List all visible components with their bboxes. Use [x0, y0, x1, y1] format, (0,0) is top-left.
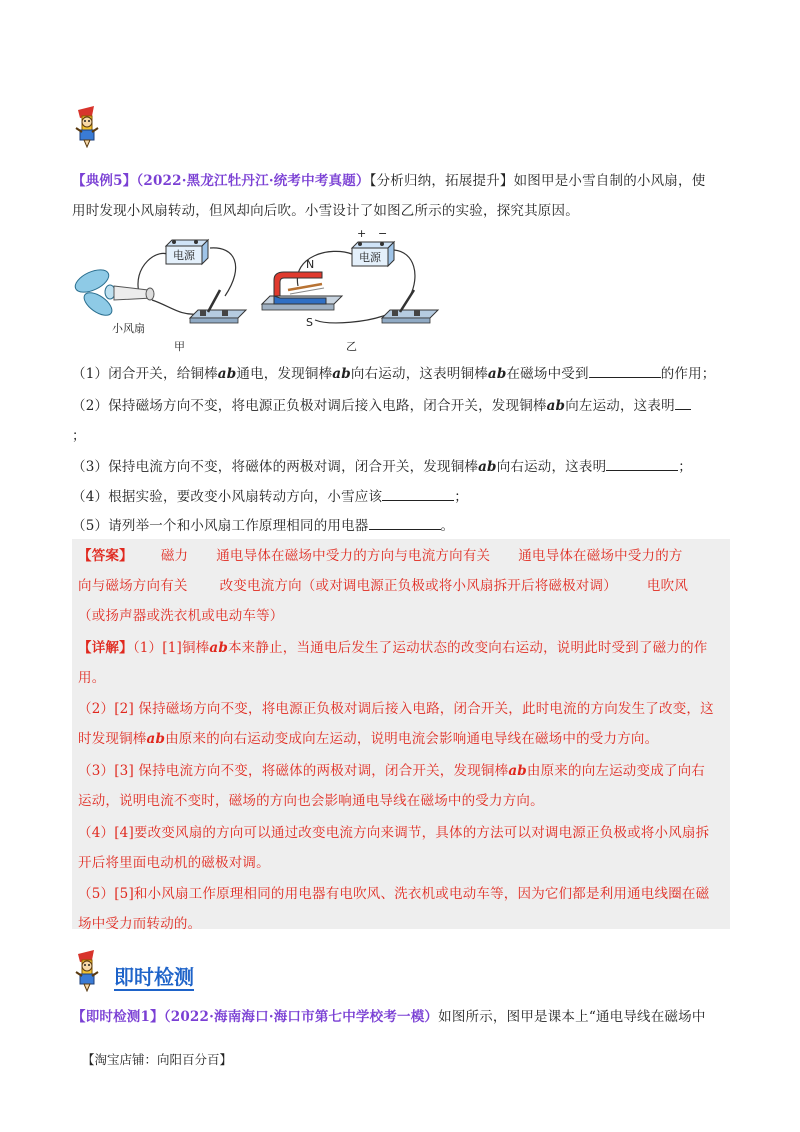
example-source: （2022·黑龙江牡丹江·统考中考真题）: [136, 173, 370, 189]
answer-blank-4[interactable]: [382, 486, 454, 501]
q5-text-a: （5）请列举一个和小风扇工作原理相同的用电器: [72, 518, 369, 534]
q1-text-a: （1）闭合开关，给铜棒: [72, 366, 218, 382]
example-intro-2: 用时发现小风扇转动，但风却向后吹。小雪设计了如图乙所示的实验，探究其原因。: [72, 203, 579, 219]
q1-ab-2: ab: [332, 366, 351, 382]
q5-end: 。: [440, 518, 455, 534]
answer-3b: 向与磁场方向有关: [78, 578, 188, 594]
detail-tag: 【详解】: [78, 640, 133, 656]
detail-4a: （4）[4]要改变风扇的方向可以通过改变电流方向来调节，具体的方法可以对调电源正负极或将小风扇拆: [78, 825, 710, 841]
detail-1: [78, 633, 728, 693]
answer-blank-5[interactable]: [369, 515, 441, 530]
detail-3: [78, 756, 728, 816]
power-label-yi: 电源: [359, 251, 381, 264]
check-tag: 【即时检测1】: [72, 1009, 164, 1025]
example-intro: [72, 166, 732, 226]
detail-5a: （5）[5]和小风扇工作原理相同的用电器有电吹风、洗衣机或电动车等，因为它们都是利用通电线圈在磁: [78, 886, 710, 902]
detail-2: [78, 694, 728, 754]
question-4: [72, 482, 732, 512]
check-source: （2022·海南海口·海口市第七中学校考一模）: [163, 1009, 439, 1025]
answer-blank-3[interactable]: [606, 456, 678, 471]
detail-1a: （1）[1]铜棒: [132, 640, 210, 656]
question-2: [72, 391, 732, 421]
answer-5a: 电吹风: [646, 578, 689, 594]
detail-5: [78, 879, 728, 939]
answer-line-1: [78, 541, 728, 571]
answer-3a: 通电导体在磁场中受力的方: [518, 548, 683, 564]
detail-1c: 用。: [78, 670, 106, 686]
detail-3-ab: ab: [508, 763, 527, 779]
answer-blank-2[interactable]: [675, 395, 691, 410]
check-1-intro: [72, 1002, 732, 1032]
question-2-end: [72, 421, 732, 451]
q1-text-d: 在磁场中受到: [506, 366, 589, 382]
q3-ab: ab: [478, 459, 497, 475]
detail-3c: 运动，说明电流不变时，磁场的方向也会影响通电导线在磁场中的受力方向。: [78, 793, 544, 809]
footer-shop: 【淘宝店铺：向阳百分百】: [82, 1052, 233, 1067]
answer-1: 磁力: [160, 548, 189, 564]
q3-end: ；: [678, 459, 692, 475]
example-intro-1: 如图甲是小雪自制的小风扇，使: [513, 173, 706, 189]
label-jia: 甲: [174, 340, 185, 352]
label-yi: 乙: [346, 340, 357, 352]
example-tag: 【典例5】: [72, 173, 137, 189]
plus-sign: +: [357, 227, 367, 240]
u-magnet: [262, 272, 342, 310]
q1-text-c: 向右运动，这表明铜棒: [350, 366, 488, 382]
question-1: [72, 359, 732, 389]
answer-blank-1[interactable]: [589, 363, 661, 378]
fan-icon: [72, 265, 154, 319]
power-supply-jia: [166, 240, 208, 264]
answer-2: 通电导体在磁场中受力的方向与电流方向有关: [216, 548, 491, 564]
q2-ab: ab: [546, 398, 566, 414]
detail-2b: 时发现铜棒: [78, 731, 147, 747]
detail-1b: 本来静止，当通电后发生了运动状态的改变向右运动，说明此时受到了磁力的作: [227, 640, 708, 656]
answer-4: 改变电流方向（或对调电源正负极或将小风扇拆开后将磁极对调）: [219, 578, 617, 594]
power-label-jia: 电源: [173, 249, 195, 262]
section-title: 即时检测: [114, 965, 194, 989]
south-label: S: [306, 316, 313, 329]
question-5: [72, 511, 732, 541]
experiment-figure: [70, 226, 470, 352]
check-text: 如图所示，图甲是课本上“通电导线在磁场中: [438, 1009, 706, 1025]
answer-5b: （或扬声器或洗衣机或电动车等）: [78, 608, 284, 624]
q1-ab-3: ab: [487, 366, 507, 382]
north-label: N: [306, 258, 315, 271]
q1-text-b: 通电，发现铜棒: [236, 366, 333, 382]
detail-4b: 开后将里面电动机的磁极对调。: [78, 855, 270, 871]
q1-text-e: 的作用；: [660, 366, 716, 382]
answer-tag: 【答案】: [78, 548, 133, 564]
pencil-mascot-icon: [70, 106, 106, 148]
power-supply-yi: [352, 227, 394, 266]
question-3: [72, 452, 732, 482]
fan-label: 小风扇: [112, 322, 145, 335]
minus-sign: −: [378, 227, 388, 240]
detail-3a: （3）[3] 保持电流方向不变，将磁体的两极对调，闭合开关，发现铜棒: [78, 763, 509, 779]
detail-2a: （2）[2] 保持磁场方向不变，将电源正负极对调后接入电路，闭合开关，此时电流的方向发生了改变，这: [78, 701, 714, 717]
q2-text-b: 向左运动，这表明: [565, 398, 675, 414]
q2-end: ；: [72, 428, 86, 444]
pencil-mascot-icon: [70, 950, 106, 992]
q2-text-a: （2）保持磁场方向不变，将电源正负极对调后接入电路，闭合开关，发现铜棒: [72, 398, 547, 414]
detail-2c: 由原来的向右运动变成向左运动，说明电流会影响通电导线在磁场中的受力方向。: [165, 731, 659, 747]
q1-ab-1: ab: [217, 366, 237, 382]
switch-yi: [382, 290, 438, 323]
q3-text-a: （3）保持电流方向不变，将磁体的两极对调，闭合开关，发现铜棒: [72, 459, 479, 475]
answer-line-2: [78, 571, 728, 601]
q3-text-b: 向右运动，这表明: [496, 459, 607, 475]
q4-text-a: （4）根据实验，要改变小风扇转动方向，小雪应该: [72, 489, 383, 505]
detail-4: [78, 818, 728, 878]
detail-5b: 场中受力而转动的。: [78, 916, 202, 932]
switch-jia: [190, 290, 246, 323]
detail-3b: 由原来的向左运动变成了向右: [526, 763, 706, 779]
detail-1-ab: ab: [209, 640, 228, 656]
answer-line-3: [78, 601, 728, 631]
q4-end: ；: [454, 489, 468, 505]
example-category: 【分析归纳，拓展提升】: [369, 173, 514, 189]
detail-2-ab: ab: [146, 731, 166, 747]
